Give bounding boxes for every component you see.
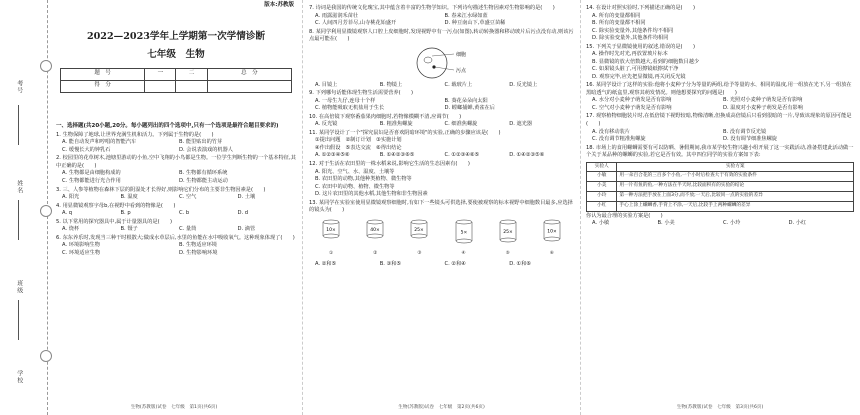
answer-option: A. 目镜上 <box>315 81 338 88</box>
answer-options <box>56 242 296 257</box>
answer-options <box>56 226 296 234</box>
answer-options <box>309 169 574 199</box>
answer-option: A. 小敏 <box>592 220 610 227</box>
svg-text:40×: 40× <box>370 227 380 233</box>
answer-option: A. 没有移动装片 <box>592 128 630 135</box>
page-1 <box>0 0 300 415</box>
answer-option: D. 遮光器 <box>509 121 533 128</box>
answer-option: C. 载玻片上 <box>444 81 473 88</box>
answer-option: A. 能自动发声和哼唱的智能汽车 <box>62 139 137 146</box>
answer-option: C. 量筒 <box>179 226 197 233</box>
answer-options <box>56 170 296 185</box>
score-cell[interactable] <box>207 80 291 92</box>
edition-label: 版本:苏教版 <box>264 2 294 8</box>
svg-text:10×: 10× <box>326 227 336 233</box>
answer-option: D. 除实验变量外,其他条件均相同 <box>592 35 669 42</box>
answer-option: C. ①②③④⑥⑤ <box>444 152 480 159</box>
question-stem: 17. 观察植物细胞装片时,在低倍镜下视野较暗,物像清晰,但换成高倍镜后只看到很暗的一片,导致该现象的原因可能是( ) <box>586 113 852 127</box>
question-stem: 3. 三、人参等植物在森林下层的阴湿处才长得好,则影响它们分布的主要非生物因素是( ) <box>56 186 266 193</box>
answer-option: B. 物镜上 <box>379 81 403 88</box>
lens-icon <box>541 218 563 248</box>
answer-option: D. ①④②③⑤⑥ <box>509 152 545 159</box>
answer-options <box>309 13 574 28</box>
answer-options <box>56 210 296 218</box>
answer-option: B. 所有的变量都不相同 <box>592 20 646 27</box>
question-stem: 10. 在高倍镜下观察番茄果肉细胞时,若物像模糊不清,应调节( ) <box>309 113 462 120</box>
answer-option: C. 没有调节粗准焦螺旋 <box>592 136 646 143</box>
answer-option: C. 细准焦螺旋 <box>444 121 478 128</box>
score-header: 一 <box>145 68 176 80</box>
microscope-view-figure <box>309 46 574 80</box>
answer-option: A. ①②③④⑤⑥ <box>315 152 350 159</box>
answer-option: A. 所有的变量都相同 <box>592 12 641 19</box>
field-of-view-diagram <box>402 46 482 80</box>
answer-option: B. 农田里的动物,其他种类植物、微生物等 <box>315 176 412 183</box>
answer-option: A. 反光镜 <box>315 121 338 128</box>
question-stem: 15. 下列关于显微镜使用的叙述,错误的是( ) <box>586 43 695 50</box>
answer-option: D. 螳螂捕蝉,黄雀在后 <box>444 105 495 112</box>
exam-subtitle: 七年级 生物 <box>147 48 205 60</box>
answer-option: C. ②和④ <box>444 261 466 267</box>
answer-option: C. 生物都能进行光合作用 <box>62 177 121 184</box>
question-stem: 1. 生物保障了地球,让世界充满生机和活力。下列属于生物的是( ) <box>56 131 214 138</box>
answer-option: B. ③和⑤ <box>379 261 402 267</box>
plan-description: 用一朵百合花的三百多个小鱼,一个小时后检查大于有效的实验条件 <box>617 172 854 182</box>
binding-hole <box>40 60 52 72</box>
answer-option: D. 反光镜上 <box>509 81 538 88</box>
answer-option: ①提出问题 ②制订计划 ③实施计划 <box>315 137 402 144</box>
question-stem: 16. 某同学设计了这样的实验:他将小麦种子分为等量的两组,给予等量的水、相同的温度,用一组放在光下,另一组放在黑暗透气的纸盒里,观察其萌发情况。则他想要探究的问题是( ) <box>586 82 852 96</box>
margin-label-class: 班级 <box>15 280 23 294</box>
page-3 <box>580 0 860 415</box>
answer-option: A. 生物都是由细胞构成的 <box>62 170 121 177</box>
svg-text:25×: 25× <box>414 227 425 233</box>
lens-icon <box>364 218 386 248</box>
lens-icon <box>408 218 430 248</box>
score-header: 二 <box>176 68 207 80</box>
answer-option: C. b <box>179 210 190 217</box>
lens-row <box>309 218 574 258</box>
lens-icon: 25× ⑤ <box>497 218 519 258</box>
plan-student: 小玲 <box>587 192 617 202</box>
lens-icon <box>320 218 342 248</box>
plan-student: 小红 <box>587 201 617 211</box>
answer-options <box>309 98 574 113</box>
answer-options <box>309 82 574 90</box>
answer-option: D. 温度对小麦种子萌发是否有影响 <box>723 104 803 111</box>
experiment-plan-table <box>586 162 854 212</box>
answer-options <box>586 129 854 144</box>
answer-options <box>586 51 854 81</box>
plan-description: 用一片有鱼的鱼,一种方法在半天时,比较面积有的实验的结论 <box>617 182 854 192</box>
fig-label-spot: 污点 <box>455 67 466 74</box>
plan-description: 手心上涂上螺蛳香,手背上不涂,一天后,比较手上两种螺蛳的差异 <box>617 201 854 211</box>
answer-option: C. 缓慢长大的钟乳石 <box>62 146 111 153</box>
answer-options <box>56 194 296 202</box>
answer-options <box>309 152 574 160</box>
answer-option: A. 操作时先对光,再放置玻片标本 <box>592 51 668 58</box>
question-stem: 11. 某同学设计了一个"探究鼠妇是否喜欢阴暗环境"的实验,正确的步骤应该是( ) <box>309 129 501 136</box>
answer-option: D. 滴管 <box>237 226 256 233</box>
answer-option: D. ①和⑥ <box>509 261 532 267</box>
question-list <box>309 4 574 269</box>
answer-option: C. 除实验变量外,其他条件均不相同 <box>592 27 674 34</box>
answer-options <box>56 139 296 154</box>
question-stem: 4. 用显微镜观察字母b,在视野中看到的物像是( ) <box>56 202 176 209</box>
answer-option: A. 环境影响生物 <box>62 242 100 249</box>
score-label: 得 分 <box>61 80 145 92</box>
score-cell[interactable] <box>145 80 176 92</box>
answer-option: B. ①④②③⑥⑤ <box>379 152 415 159</box>
plan-student: 小敏 <box>587 172 617 182</box>
question-stem: 12. 对于生活在农田里的一株水稻来说,影响它生活的生态因素有( ) <box>309 160 470 167</box>
answer-option: D. 生物影响环境 <box>179 249 218 256</box>
answer-option: A. 水分对小麦种子萌发是否有影响 <box>592 97 672 104</box>
question-stem: 你认为最合理的实验方案是( ) <box>586 212 663 219</box>
binding-margin <box>0 0 48 415</box>
lens-icon <box>497 218 519 248</box>
answer-option: D. 会说表演戏的机器人 <box>179 146 233 153</box>
answer-option: D. 观察完毕,应先把显微镜,再关闭反光镜 <box>592 73 686 80</box>
answer-option: D. 种豆南山下,草盛豆苗稀 <box>444 20 506 27</box>
question-list <box>56 132 296 258</box>
answer-option: A. 阳光、空气、水、温度、土壤等 <box>315 168 395 175</box>
svg-text:25×: 25× <box>502 229 513 235</box>
answer-option: D. 土壤 <box>237 194 256 201</box>
answer-option: D. d <box>237 210 249 217</box>
answer-option: C. 植物能吸取无机盐用于生长 <box>315 105 385 112</box>
answer-option: D. 这片农田里的其他水稻,其他生物和非生物因素 <box>315 191 428 198</box>
answer-option: B. 粗准焦螺旋 <box>379 121 413 128</box>
answer-option: B. 葵花朵朵向太阳 <box>444 97 488 104</box>
question-stem: 13. 某同学在实验室使用显微镜观察细胞时,有如下一些镜头可供选择,要使被观察的标本视野中细胞数目最多,应选择的镜头为( ) <box>309 199 573 214</box>
answer-option: B. p <box>120 210 131 217</box>
exam-title: 2022—2023学年上学期第一次学情诊断 <box>86 31 266 42</box>
score-header: 总 分 <box>207 68 291 80</box>
answer-option: D. 生物都能主动运动 <box>179 177 228 184</box>
fig-label-cell: 细胞 <box>455 51 466 58</box>
answer-options <box>586 220 854 228</box>
plan-description: 第一种方法把手放在上面3分,而不放;一天后,比较同一点的实验的差异 <box>617 192 854 202</box>
lens-icon: 10× ① <box>320 218 342 258</box>
margin-label-school: 学校 <box>15 370 23 384</box>
plan-student: 小美 <box>587 182 617 192</box>
answer-option: A. 阳光 <box>62 194 80 201</box>
answer-options <box>309 261 574 269</box>
answer-options <box>309 137 574 152</box>
question-stem: 6. 东东养乐时,发现当三种干时根散大;做成水草层后,水里的鱼能在水中吸收氧气。这种现象体现了( ) <box>56 234 295 241</box>
answer-option: C. 农田中的动物、植物、微生物等 <box>315 183 395 190</box>
score-cell[interactable] <box>176 80 207 92</box>
plan-header: 实验人 <box>587 162 617 172</box>
answer-option: C. 空气 <box>179 194 197 201</box>
answer-option: B. 小美 <box>657 220 675 227</box>
svg-text:10×: 10× <box>547 229 557 235</box>
answer-option: A. 雨露滋润禾苗壮 <box>315 12 359 19</box>
answer-option: B. 光照对小麦种子萌发是否有影响 <box>723 97 803 104</box>
section-heading: 一、选择题(共20小题,20分。每小题列出的四个选项中,只有一个选项是最符合题目要求的) <box>56 122 279 129</box>
answer-option: D. 没有调节细准焦螺旋 <box>723 136 777 143</box>
answer-option: B. 没有调节反光镜 <box>723 128 767 135</box>
answer-option: A. 烧杯 <box>62 226 80 233</box>
margin-label-name: 姓名 <box>15 180 23 194</box>
page-footer: 生物(苏教版)试卷 七年级 第3页(共6页) <box>676 405 764 411</box>
question-stem: 14. 在设计对照实验时,下列描述正确的是( ) <box>586 5 695 11</box>
binding-hole <box>40 350 52 362</box>
answer-option: D. 小红 <box>788 220 807 227</box>
lens-icon: 40× ② <box>364 218 386 258</box>
lens-icon: 25× ③ <box>408 218 430 258</box>
question-stem: 2. 校园里的花草树木,池塘里游动的小鱼,空中飞翔的小鸟都是生物。一位学生判断生物的一个基本特征,其中正确的是( ) <box>56 155 296 169</box>
answer-option: A. 一母生九仔,连母十个样 <box>315 97 376 104</box>
page-2 <box>303 0 580 415</box>
answer-option: A. q <box>62 210 73 217</box>
answer-options <box>309 121 574 129</box>
answer-option: C. 空气对小麦种子萌发是否有影响 <box>592 104 672 111</box>
page-footer: 生物(苏教版)试卷 七年级 第1页(共6页) <box>130 405 218 411</box>
answer-option: B. 生物适应环境 <box>179 242 217 249</box>
question-stem: 7. 诗词是我国的传统文化瑰宝,其中蕴含着丰富的生物学知识。下列诗句描述生物因素对生物影响的是( ) <box>309 5 555 11</box>
answer-option: B. 显微镜的放大倍数越大,看到的细胞数目越少 <box>592 58 700 65</box>
margin-label-exam-no: 考号 <box>15 80 23 94</box>
lens-icon <box>453 218 475 248</box>
answer-option: B. 春来江水绿如蓝 <box>444 12 488 19</box>
plan-header: 实验方案 <box>617 162 854 172</box>
answer-option: C. 环境适应生物 <box>62 249 101 256</box>
answer-option: A. ②和⑤ <box>315 261 337 267</box>
lens-icon: 5× ④ <box>453 218 475 258</box>
answer-options <box>586 13 854 43</box>
answer-option: B. 生物都有循环系统 <box>179 170 228 177</box>
answer-option: C. 小玲 <box>723 220 741 227</box>
question-list <box>586 4 854 228</box>
answer-option: B. 能里贴出的竹芽 <box>179 139 223 146</box>
score-header: 题 号 <box>61 68 145 80</box>
answer-option: C. 人间四月芳菲尽,山寺桃花始盛开 <box>315 20 397 27</box>
page-footer: 生物(苏教版)试卷 七年级 第2页(共6页) <box>398 405 485 411</box>
question-stem: 18. 市场上的食用螺蛳需要有可以防晒、暑假期间,我市某学校生物兴趣小组开展了这一实践活动,准备搭建此活动做一个关于某品种的螺蛳的实验,若它是否有效。其中四位同学的实验方案如下表: <box>586 144 854 159</box>
answer-option: B. 镊子 <box>120 226 138 233</box>
answer-options <box>586 97 854 112</box>
answer-option: ④作出假设 ⑤表达交流 ⑥得出结论 <box>315 144 402 151</box>
answer-option: B. 温度 <box>120 194 138 201</box>
question-stem: 9. 下列哪句话能体现生物生活需要营养( ) <box>309 90 414 97</box>
question-stem: 8. 某同学利用显微镜观察人口腔上皮细胞时,发现视野中有一污点(如图),转动转换器和移动玻片后污点没有动,则该污点最可能在( ) <box>309 28 574 43</box>
lens-icon: 10× ⑥ <box>541 218 563 258</box>
binding-hole <box>40 205 52 217</box>
answer-option: C. 如果镜头脏了,可用擦镜纸擦拭干净 <box>592 66 679 73</box>
question-stem: 5. 以下常用的探究器具中,属于计量器具的是( ) <box>56 218 173 225</box>
score-table <box>60 68 292 93</box>
svg-text:5×: 5× <box>460 230 467 236</box>
